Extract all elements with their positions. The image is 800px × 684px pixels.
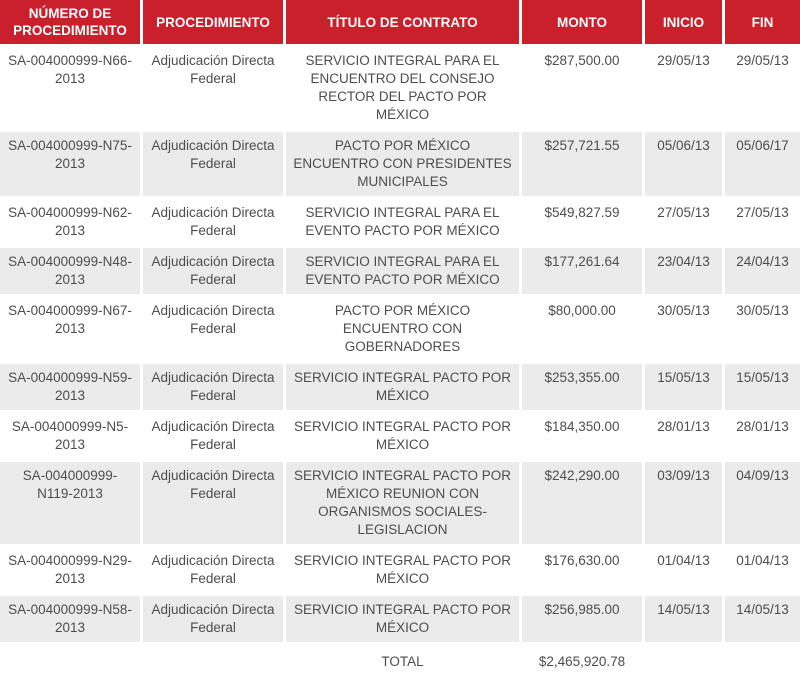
procedure-number-cell: SA-004000999-N29-2013	[0, 547, 140, 593]
contract-title-cell: SERVICIO INTEGRAL PACTO POR MÉXICO	[286, 596, 519, 642]
total-spacer	[725, 645, 800, 679]
amount-cell: $80,000.00	[522, 297, 642, 361]
table-body	[0, 47, 800, 642]
table-row	[0, 132, 800, 196]
contract-title-cell: SERVICIO INTEGRAL PARA EL EVENTO PACTO POR MÉXICO	[286, 248, 519, 294]
start-date-cell: 27/05/13	[645, 199, 722, 245]
start-date-cell: 28/01/13	[645, 413, 722, 459]
header-row	[0, 0, 800, 44]
amount-cell: $253,355.00	[522, 364, 642, 410]
amount-cell: $287,500.00	[522, 47, 642, 129]
procedure-number-cell: SA-004000999-N59-2013	[0, 364, 140, 410]
start-date-cell: 14/05/13	[645, 596, 722, 642]
amount-cell: $242,290.00	[522, 462, 642, 544]
total-amount: $2,465,920.78	[522, 645, 642, 679]
procedure-type-cell: Adjudicación Directa Federal	[143, 248, 283, 294]
end-date-cell: 15/05/13	[725, 364, 800, 410]
amount-cell: $176,630.00	[522, 547, 642, 593]
table-row	[0, 297, 800, 361]
start-date-cell: 15/05/13	[645, 364, 722, 410]
contract-title-cell: PACTO POR MÉXICO ENCUENTRO CON GOBERNADORES	[286, 297, 519, 361]
procedure-number-cell: SA-004000999-N66-2013	[0, 47, 140, 129]
end-date-cell: 30/05/13	[725, 297, 800, 361]
contract-title-cell: SERVICIO INTEGRAL PACTO POR MÉXICO	[286, 547, 519, 593]
total-label: TOTAL	[286, 645, 519, 679]
contract-title-cell: SERVICIO INTEGRAL PACTO POR MÉXICO	[286, 364, 519, 410]
column-header-contract-title: TÍTULO DE CONTRATO	[286, 0, 519, 44]
end-date-cell: 24/04/13	[725, 248, 800, 294]
contract-title-cell: SERVICIO INTEGRAL PARA EL ENCUENTRO DEL CONSEJO RECTOR DEL PACTO POR MÉXICO	[286, 47, 519, 129]
table-row	[0, 364, 800, 410]
procedure-number-cell: SA-004000999-N48-2013	[0, 248, 140, 294]
total-spacer	[0, 645, 140, 679]
table-row	[0, 413, 800, 459]
column-header-start-date: INICIO	[645, 0, 722, 44]
procedure-number-cell: SA-004000999-N5-2013	[0, 413, 140, 459]
column-header-end-date: FIN	[725, 0, 800, 44]
table-row	[0, 547, 800, 593]
procedure-type-cell: Adjudicación Directa Federal	[143, 132, 283, 196]
table-row	[0, 248, 800, 294]
procedure-type-cell: Adjudicación Directa Federal	[143, 547, 283, 593]
procedure-number-cell: SA-004000999-N67-2013	[0, 297, 140, 361]
amount-cell: $177,261.64	[522, 248, 642, 294]
procedure-type-cell: Adjudicación Directa Federal	[143, 47, 283, 129]
start-date-cell: 01/04/13	[645, 547, 722, 593]
column-header-amount: MONTO	[522, 0, 642, 44]
amount-cell: $256,985.00	[522, 596, 642, 642]
procedure-type-cell: Adjudicación Directa Federal	[143, 364, 283, 410]
procedure-type-cell: Adjudicación Directa Federal	[143, 297, 283, 361]
total-spacer	[645, 645, 722, 679]
procedure-number-cell: SA-004000999-N58-2013	[0, 596, 140, 642]
table-row	[0, 199, 800, 245]
contract-title-cell: SERVICIO INTEGRAL PARA EL EVENTO PACTO POR MÉXICO	[286, 199, 519, 245]
contract-title-cell: SERVICIO INTEGRAL PACTO POR MÉXICO	[286, 413, 519, 459]
start-date-cell: 05/06/13	[645, 132, 722, 196]
start-date-cell: 23/04/13	[645, 248, 722, 294]
end-date-cell: 01/04/13	[725, 547, 800, 593]
table-row	[0, 462, 800, 544]
procedure-type-cell: Adjudicación Directa Federal	[143, 596, 283, 642]
table-row	[0, 596, 800, 642]
amount-cell: $549,827.59	[522, 199, 642, 245]
amount-cell: $184,350.00	[522, 413, 642, 459]
end-date-cell: 05/06/17	[725, 132, 800, 196]
start-date-cell: 03/09/13	[645, 462, 722, 544]
end-date-cell: 27/05/13	[725, 199, 800, 245]
total-row	[0, 645, 800, 679]
start-date-cell: 30/05/13	[645, 297, 722, 361]
contract-title-cell: SERVICIO INTEGRAL PACTO POR MÉXICO REUNION CON ORGANISMOS SOCIALES-LEGISLACION	[286, 462, 519, 544]
table-row	[0, 47, 800, 129]
procedure-type-cell: Adjudicación Directa Federal	[143, 462, 283, 544]
procedure-number-cell: SA-004000999-N62-2013	[0, 199, 140, 245]
end-date-cell: 28/01/13	[725, 413, 800, 459]
column-header-procedure-type: PROCEDIMIENTO	[143, 0, 283, 44]
end-date-cell: 14/05/13	[725, 596, 800, 642]
procedure-type-cell: Adjudicación Directa Federal	[143, 199, 283, 245]
start-date-cell: 29/05/13	[645, 47, 722, 129]
procedure-type-cell: Adjudicación Directa Federal	[143, 413, 283, 459]
amount-cell: $257,721.55	[522, 132, 642, 196]
end-date-cell: 29/05/13	[725, 47, 800, 129]
procedure-number-cell: SA-004000999-N119-2013	[0, 462, 140, 544]
procedure-number-cell: SA-004000999-N75-2013	[0, 132, 140, 196]
column-header-procedure-number: NÚMERO DE PROCEDIMIENTO	[0, 0, 140, 44]
contract-title-cell: PACTO POR MÉXICO ENCUENTRO CON PRESIDENTES MUNICIPALES	[286, 132, 519, 196]
total-spacer	[143, 645, 283, 679]
end-date-cell: 04/09/13	[725, 462, 800, 544]
